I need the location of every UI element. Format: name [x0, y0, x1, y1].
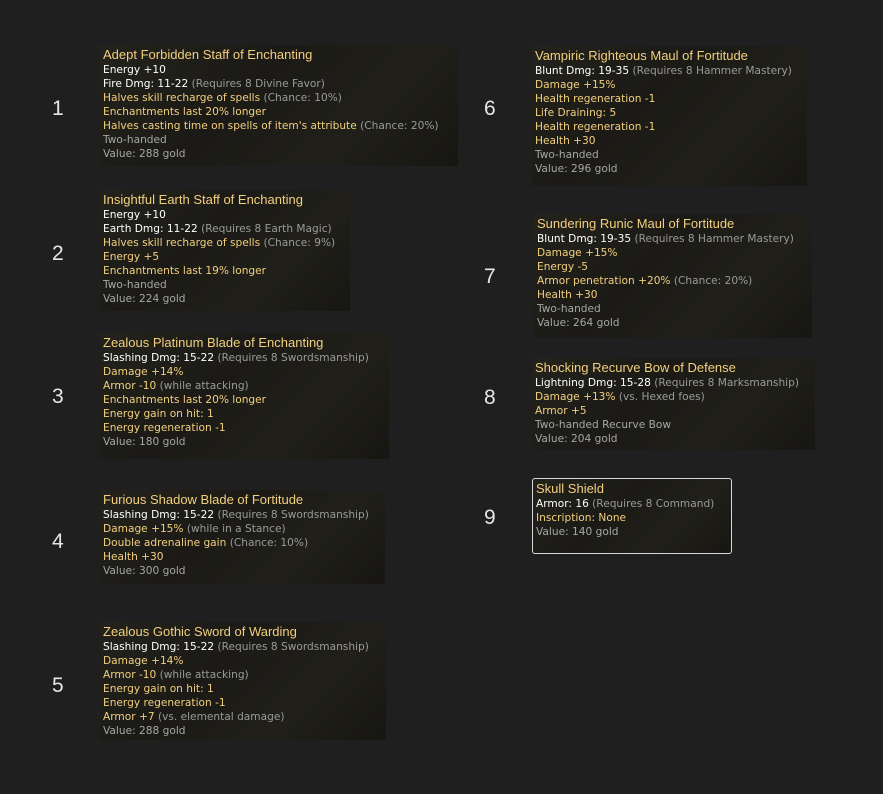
stat-text: Value: 204 gold — [535, 433, 618, 445]
item-stat-line — [535, 78, 803, 92]
item-stat-line — [537, 246, 808, 260]
item-stat-line — [103, 292, 346, 306]
item-stat-line — [536, 497, 727, 511]
stat-text: (Requires 8 Swordsmanship) — [217, 509, 369, 521]
item-name: Vampiric Righteous Maul of Fortitude — [535, 48, 748, 63]
stat-text: Halves casting time on spells of item's attribute — [103, 120, 361, 132]
stat-text: Health regeneration -1 — [535, 93, 656, 105]
stat-text: Energy +5 — [103, 251, 160, 263]
item-stat-line — [535, 64, 803, 78]
item-stat-line — [536, 525, 727, 539]
item-stat-line — [535, 432, 811, 446]
stat-text: (Requires 8 Command) — [592, 498, 715, 510]
item-stat-line — [103, 105, 454, 119]
stat-text: Health +30 — [537, 289, 598, 301]
stat-text: Enchantments last 19% longer — [103, 265, 267, 277]
stat-text: (Requires 8 Marksmanship) — [654, 377, 799, 389]
item-stat-line — [103, 640, 382, 654]
item-stat-line — [535, 120, 803, 134]
stat-text: Slashing Dmg: 15-22 — [103, 641, 218, 653]
item-tooltip — [100, 490, 385, 584]
item-stat-line — [537, 274, 808, 288]
stat-text: Energy +10 — [103, 64, 166, 76]
stat-text: Armor -10 — [103, 380, 160, 392]
stat-text: Value: 264 gold — [537, 317, 620, 329]
stat-text: Damage +14% — [103, 655, 184, 667]
stat-text: Damage +15% — [103, 523, 187, 535]
stat-text: Fire Dmg: 11-22 — [103, 78, 192, 90]
stat-text: Double adrenaline gain — [103, 537, 230, 549]
item-tooltip — [532, 46, 807, 186]
stat-text: Armor +5 — [535, 405, 587, 417]
item-stat-line — [103, 379, 385, 393]
item-stat-line — [535, 134, 803, 148]
item-number-label: 2 — [52, 242, 64, 265]
stat-text: (Chance: 9%) — [263, 237, 336, 249]
item-tooltip — [100, 622, 386, 740]
item-number-label: 3 — [52, 385, 64, 408]
stat-text: Blunt Dmg: 19-35 — [535, 65, 633, 77]
item-stat-line — [536, 511, 727, 525]
item-stat-line — [103, 668, 382, 682]
item-stat-line — [103, 91, 454, 105]
item-stat-line — [103, 351, 385, 365]
item-stat-line — [535, 418, 811, 432]
stat-text: Damage +13% — [535, 391, 619, 403]
item-stat-line — [103, 393, 385, 407]
stat-text: (Requires 8 Hammer Mastery) — [632, 65, 792, 77]
stat-text: Armor +7 — [103, 711, 158, 723]
stat-text: Value: 224 gold — [103, 293, 186, 305]
item-number-label: 1 — [52, 97, 64, 120]
item-stat-line — [537, 288, 808, 302]
item-number-label: 9 — [484, 506, 496, 529]
stat-text: (Requires 8 Swordsmanship) — [217, 352, 369, 364]
stat-text: Earth Dmg: 11-22 — [103, 223, 202, 235]
item-stat-line — [103, 119, 454, 133]
item-stat-line — [103, 421, 385, 435]
stat-text: (vs. Hexed foes) — [618, 391, 705, 403]
item-stat-line — [103, 522, 381, 536]
stat-text: Blunt Dmg: 19-35 — [537, 233, 635, 245]
stat-text: (Requires 8 Earth Magic) — [201, 223, 332, 235]
item-stat-line — [103, 682, 382, 696]
stat-text: Armor penetration +20% — [537, 275, 674, 287]
item-tooltip — [100, 190, 350, 311]
stat-text: Armor: 16 — [536, 498, 593, 510]
item-stat-line — [103, 133, 454, 147]
stat-text: Energy -5 — [537, 261, 589, 273]
item-name: Insightful Earth Staff of Enchanting — [103, 192, 303, 207]
stat-text: Damage +15% — [537, 247, 618, 259]
stat-text: (vs. elemental damage) — [157, 711, 285, 723]
stat-text: Slashing Dmg: 15-22 — [103, 509, 218, 521]
item-stat-line — [103, 278, 346, 292]
stat-text: Lightning Dmg: 15-28 — [535, 377, 655, 389]
stat-text: Inscription: None — [536, 512, 627, 524]
item-name: Zealous Platinum Blade of Enchanting — [103, 335, 324, 350]
stat-text: Damage +15% — [535, 79, 616, 91]
stat-text: Enchantments last 20% longer — [103, 394, 267, 406]
stat-text: Slashing Dmg: 15-22 — [103, 352, 218, 364]
stat-text: Halves skill recharge of spells — [103, 237, 264, 249]
item-stat-line — [103, 696, 382, 710]
item-stat-line — [535, 92, 803, 106]
stat-text: Enchantments last 20% longer — [103, 106, 267, 118]
item-stat-line — [535, 148, 803, 162]
item-stat-line — [103, 77, 454, 91]
stat-text: (while attacking) — [159, 380, 249, 392]
item-stat-line — [103, 435, 385, 449]
item-number-label: 8 — [484, 386, 496, 409]
stat-text: Two-handed — [535, 149, 599, 161]
stat-text: Two-handed — [103, 279, 167, 291]
stat-text: Energy +10 — [103, 209, 166, 221]
stat-text: Value: 288 gold — [103, 725, 186, 737]
item-stat-line — [103, 236, 346, 250]
item-tooltip — [532, 358, 815, 450]
item-stat-line — [103, 222, 346, 236]
item-stat-line — [103, 564, 381, 578]
item-name: Zealous Gothic Sword of Warding — [103, 624, 297, 639]
item-number-label: 6 — [484, 97, 496, 120]
stat-text: Life Draining: 5 — [535, 107, 617, 119]
stat-text: (Requires 8 Hammer Mastery) — [634, 233, 794, 245]
item-stat-line — [535, 404, 811, 418]
stat-text: (while attacking) — [159, 669, 249, 681]
item-stat-line — [103, 536, 381, 550]
stat-text: (Requires 8 Divine Favor) — [191, 78, 325, 90]
stat-text: (Chance: 20%) — [360, 120, 439, 132]
item-stat-line — [103, 724, 382, 738]
stat-text: Two-handed — [103, 134, 167, 146]
stat-text: (Chance: 10%) — [229, 537, 309, 549]
stat-text: (while in a Stance) — [186, 523, 286, 535]
item-stat-line — [103, 208, 346, 222]
item-name: Skull Shield — [536, 481, 604, 496]
stat-text: Energy regeneration -1 — [103, 422, 226, 434]
stat-text: Value: 288 gold — [103, 148, 186, 160]
stat-text: Energy gain on hit: 1 — [103, 683, 214, 695]
item-stat-line — [535, 162, 803, 176]
stat-text: Two-handed Recurve Bow — [535, 419, 672, 431]
item-stat-line — [103, 264, 346, 278]
stat-text: Health +30 — [535, 135, 596, 147]
item-stat-line — [103, 365, 385, 379]
item-tooltip — [532, 478, 732, 554]
item-tooltip — [534, 214, 812, 338]
item-tooltip — [100, 333, 389, 459]
item-stat-line — [103, 508, 381, 522]
stat-text: Value: 140 gold — [536, 526, 619, 538]
item-number-label: 4 — [52, 530, 64, 553]
stat-text: Energy gain on hit: 1 — [103, 408, 214, 420]
item-name: Adept Forbidden Staff of Enchanting — [103, 47, 313, 62]
item-stat-line — [535, 106, 803, 120]
item-stat-line — [535, 390, 811, 404]
stat-text: Halves skill recharge of spells — [103, 92, 264, 104]
stat-text: Health regeneration -1 — [535, 121, 656, 133]
stat-text: Health +30 — [103, 551, 164, 563]
stat-text: Energy regeneration -1 — [103, 697, 226, 709]
stat-text: Two-handed — [537, 303, 601, 315]
item-number-label: 5 — [52, 674, 64, 697]
item-stat-line — [537, 232, 808, 246]
stat-text: (Chance: 10%) — [263, 92, 342, 104]
item-name: Furious Shadow Blade of Fortitude — [103, 492, 304, 507]
stat-text: Value: 296 gold — [535, 163, 618, 175]
item-stat-line — [537, 302, 808, 316]
item-name: Shocking Recurve Bow of Defense — [535, 360, 736, 375]
item-stat-line — [103, 63, 454, 77]
stat-text: Damage +14% — [103, 366, 184, 378]
item-stat-line — [103, 550, 381, 564]
stat-text: (Requires 8 Swordsmanship) — [217, 641, 369, 653]
item-stat-line — [103, 250, 346, 264]
item-stat-line — [537, 316, 808, 330]
stat-text: Value: 300 gold — [103, 565, 186, 577]
item-name: Sundering Runic Maul of Fortitude — [537, 216, 735, 231]
item-number-label: 7 — [484, 265, 496, 288]
stat-text: (Chance: 20%) — [673, 275, 753, 287]
item-stat-line — [103, 147, 454, 161]
stat-text: Value: 180 gold — [103, 436, 186, 448]
item-stat-line — [103, 710, 382, 724]
item-stat-line — [535, 376, 811, 390]
stat-text: Armor -10 — [103, 669, 160, 681]
item-stat-line — [103, 407, 385, 421]
item-stat-line — [103, 654, 382, 668]
item-stat-line — [537, 260, 808, 274]
item-tooltip — [100, 45, 458, 166]
